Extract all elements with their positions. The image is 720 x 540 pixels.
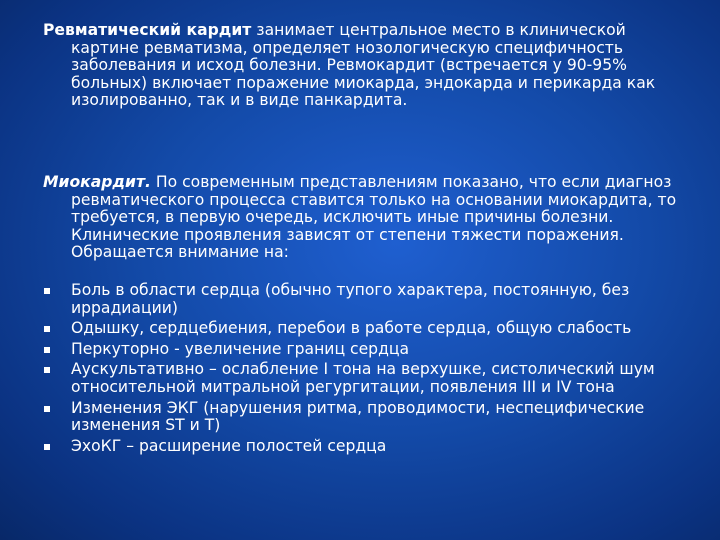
bullet-square-icon	[44, 406, 50, 412]
paragraph-body: По современным представлениям показано, что если диагноз ревматического процесса ставится только на основании миокардита, то требуется, в первую очередь, исключить иные причины болезни. Клинические проявления зависят от степени тяжести поражения. Обращается внимание на:	[71, 173, 677, 262]
bullet-square-icon	[44, 444, 50, 450]
paragraph-rheumatic-carditis	[43, 22, 693, 110]
bullet-square-icon	[44, 288, 50, 294]
list-item-text: Боль в области сердца (обычно тупого характера, постоянную, без иррадиации)	[71, 281, 630, 317]
list-item-text: ЭхоКГ – расширение полостей сердца	[71, 436, 387, 455]
list-item-text: Изменения ЭКГ (нарушения ритма, проводимости, неспецифические изменения ST и T)	[71, 398, 645, 435]
symptom-list	[43, 282, 703, 458]
list-item	[43, 341, 703, 359]
bullet-square-icon	[44, 326, 50, 332]
list-item	[43, 438, 703, 456]
paragraph-lead-term: Ревматический кардит	[43, 21, 252, 39]
list-item	[43, 320, 703, 338]
list-item	[43, 361, 703, 396]
paragraph-lead-term: Миокардит.	[43, 173, 151, 191]
list-item-text: Аускультативно – ослабление I тона на верхушке, систолический шум относительной митральной регургитации, появления III и IV тона	[71, 360, 655, 396]
list-item-text: Одышку, сердцебиения, перебои в работе сердца, общую слабость	[71, 319, 632, 338]
paragraph-body: занимает центральное место в клинической картине ревматизма, определяет нозологическую специфичность заболевания и исход болезни. Ревмокардит (встречается у 90-95% больных) включает поражение миокарда, эндокарда и перикарда как изолированно, так и в виде панкардита.	[71, 21, 656, 110]
paragraph-myocarditis	[43, 174, 693, 262]
list-item	[43, 400, 703, 435]
list-item-text: Перкуторно - увеличение границ сердца	[71, 339, 410, 358]
bullet-square-icon	[44, 367, 50, 373]
bullet-square-icon	[44, 347, 50, 353]
list-item	[43, 282, 703, 317]
